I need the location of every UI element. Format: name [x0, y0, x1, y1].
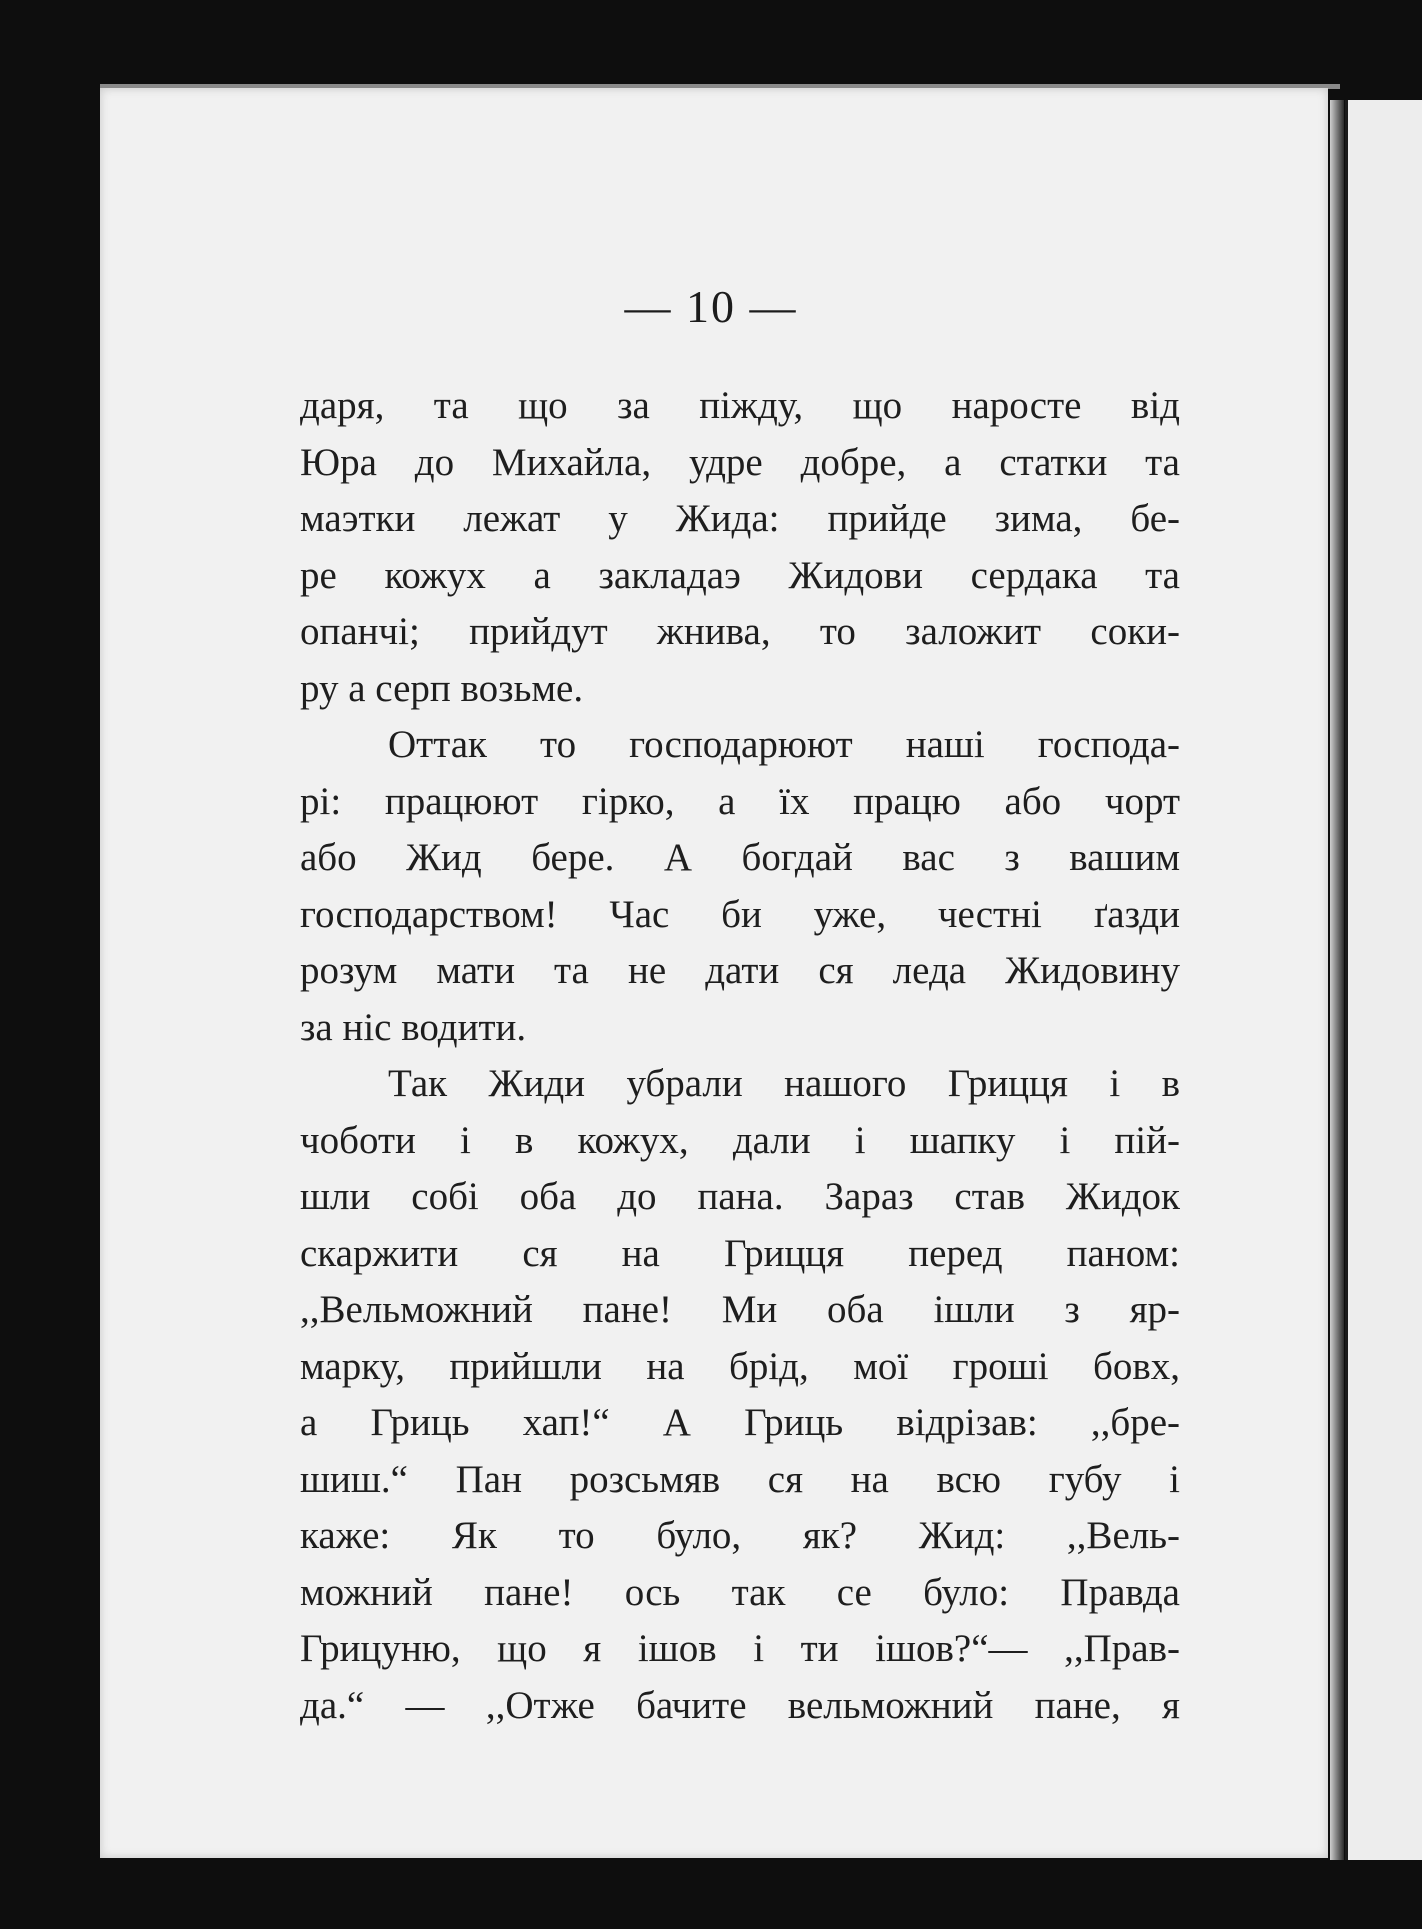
- adjacent-page-edge: [1345, 100, 1422, 1860]
- body-text: [300, 378, 1180, 1734]
- text-line: чоботи і в кожух, дали і шапку і пій-: [300, 1118, 1180, 1162]
- text-line: Оттак то господарюют наші господа-: [388, 723, 1180, 766]
- text-line: ре кожух а закладаэ Жидови сердака та: [300, 553, 1180, 597]
- text-line: Юра до Михайла, удре добре, а статки та: [300, 440, 1180, 484]
- paragraph-2: [300, 717, 1180, 1056]
- text-line: скаржити ся на Грицця перед паном:: [300, 1231, 1180, 1275]
- text-line: марку, прийшли на брід, мої гроші бовх,: [300, 1344, 1180, 1388]
- text-line: рі: працюют гірко, а їх працю або чорт: [300, 779, 1180, 823]
- text-line: ,,Вельможний пане! Ми оба ішли з яр-: [300, 1288, 1180, 1331]
- text-line: опанчі; прийдут жнива, то заложит соки-: [300, 610, 1180, 653]
- text-line: шли собі оба до пана. Зараз став Жидок: [300, 1175, 1180, 1218]
- paragraph-1: [300, 378, 1180, 717]
- text-line: каже: Як то було, як? Жид: ,,Вель-: [300, 1514, 1180, 1557]
- text-line: а Гриць хап!“ А Гриць відрізав: ,,бре-: [300, 1401, 1180, 1444]
- paragraph-3: [300, 1056, 1180, 1734]
- gutter-shadow: [1330, 100, 1344, 1860]
- page-number: — 10 —: [624, 281, 798, 332]
- text-line: маэтки лежат у Жида: прийде зима, бе-: [300, 497, 1180, 540]
- text-line: або Жид бере. А богдай вас з вашим: [300, 836, 1180, 879]
- text-line: шиш.“ Пан розсьмяв ся на всю губу і: [300, 1457, 1180, 1501]
- text-line: Так Жиди убрали нашого Грицця і в: [388, 1062, 1180, 1105]
- text-line: даря, та що за піжду, що наросте від: [300, 384, 1180, 427]
- text-line: ру а серп возьме.: [300, 666, 584, 710]
- text-line: господарством! Час би уже, честні ґазди: [300, 892, 1180, 936]
- text-line: розум мати та не дати ся леда Жидовину: [300, 949, 1180, 992]
- text-line: можний пане! ось так се було: Правда: [300, 1570, 1180, 1614]
- text-line: Грицуню, що я ішов і ти ішов?“— ,,Прав-: [300, 1627, 1180, 1670]
- text-line: за ніс водити.: [300, 1005, 527, 1049]
- text-line: да.“ — ,,Отже бачите вельможний пане, я: [300, 1683, 1180, 1727]
